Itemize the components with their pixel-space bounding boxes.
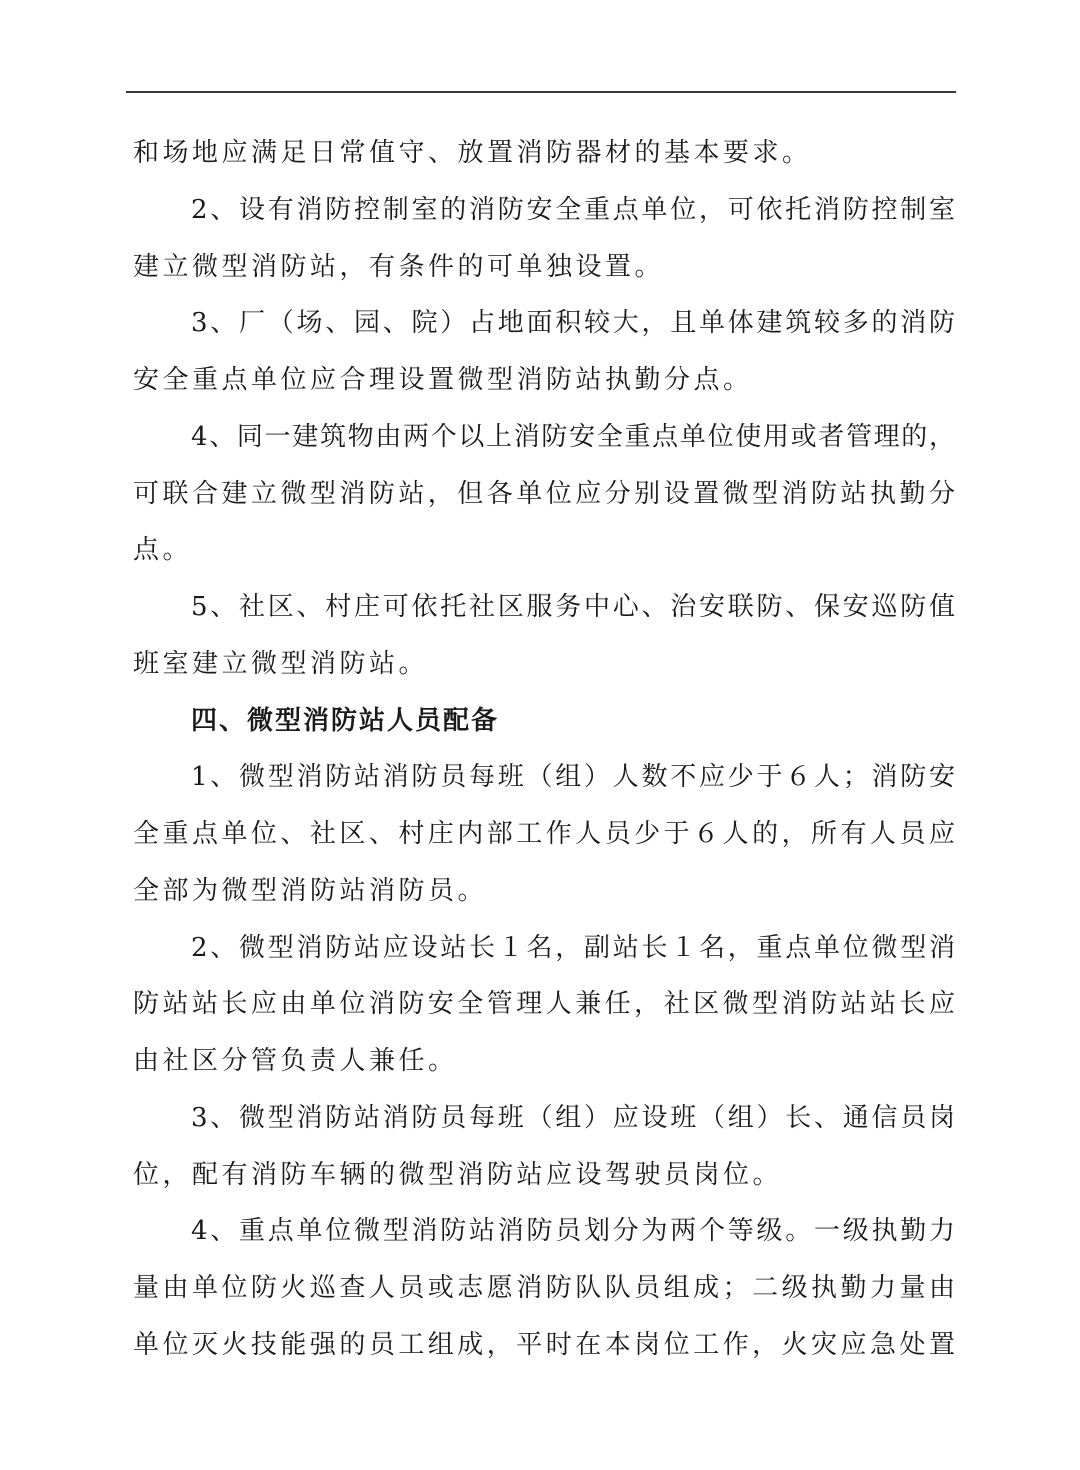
text-line: 点。 [133, 535, 193, 566]
text-line: 4、同一建筑物由两个以上消防安全重点单位使用或者管理的， [191, 421, 955, 452]
text-line: 班室建立微型消防站。 [133, 648, 429, 679]
text-line: 和场地应满足日常值守、放置消防器材的基本要求。 [133, 138, 812, 168]
text-line: 量由单位防火巡查人员或志愿消防队队员组成；二级执勤力量由 [133, 1273, 955, 1303]
text-line: 3、厂（场、园、院）占地面积较大，且单体建筑较多的消防 [191, 308, 955, 339]
text-line: 单位灭火技能强的员工组成，平时在本岗位工作，火灾应急处置 [133, 1329, 955, 1360]
text-line: 可联合建立微型消防站，但各单位应分别设置微型消防站执勤分 [133, 478, 955, 509]
header-rule [126, 91, 956, 93]
document-body [133, 125, 955, 1374]
text-line: 2、设有消防控制室的消防安全重点单位，可依托消防控制室 [191, 194, 955, 225]
section-heading: 四、微型消防站人员配备 [191, 705, 500, 736]
text-line: 位，配有消防车辆的微型消防站应设驾驶员岗位。 [133, 1159, 783, 1190]
text-line: 3、微型消防站消防员每班（组）应设班（组）长、通信员岗 [191, 1102, 955, 1133]
text-line: 防站站长应由单位消防安全管理人兼任，社区微型消防站站长应 [133, 989, 955, 1020]
text-line: 由社区分管负责人兼任。 [133, 1046, 458, 1076]
text-line: 1、微型消防站消防员每班（组）人数不应少于６人；消防安 [191, 762, 955, 793]
text-line: 建立微型消防站，有条件的可单独设置。 [133, 251, 665, 282]
text-line: 5、社区、村庄可依托社区服务中心、治安联防、保安巡防值 [191, 592, 955, 622]
text-line: 安全重点单位应合理设置微型消防站执勤分点。 [133, 365, 753, 395]
text-line: 2、微型消防站应设站长１名，副站长１名，重点单位微型消 [191, 932, 955, 963]
text-line: 4、重点单位微型消防站消防员划分为两个等级。一级执勤力 [191, 1216, 955, 1247]
text-line: 全重点单位、社区、村庄内部工作人员少于６人的，所有人员应 [133, 819, 955, 849]
text-line: 全部为微型消防站消防员。 [133, 875, 488, 906]
